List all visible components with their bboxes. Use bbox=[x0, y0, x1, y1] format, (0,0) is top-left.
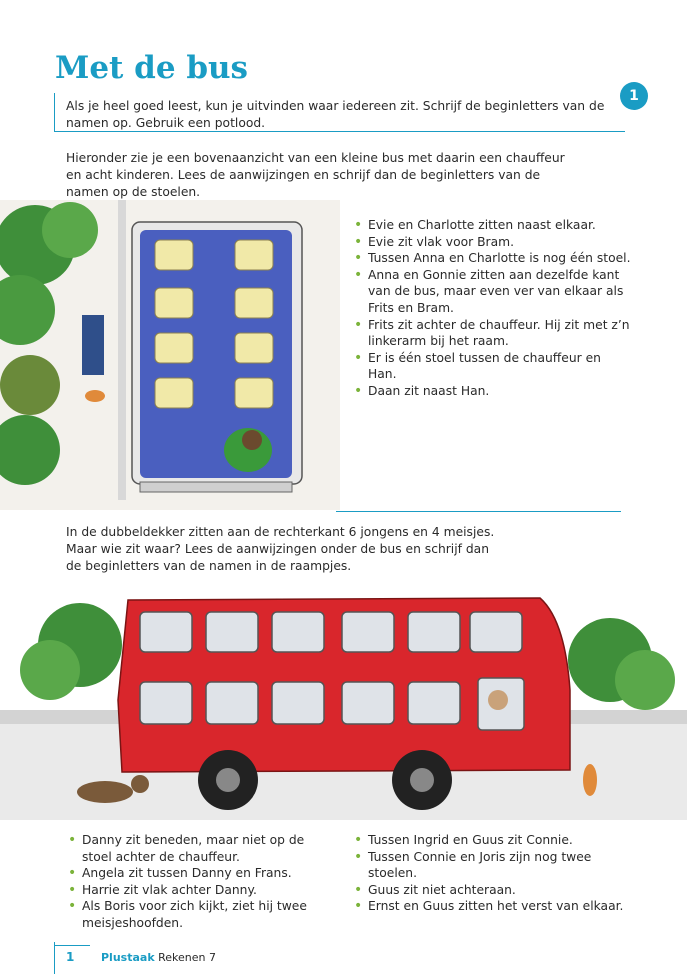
clue-item: • Guus zit niet achteraan. bbox=[352, 882, 642, 899]
section2-clues-left bbox=[66, 832, 336, 932]
subject-name: Rekenen 7 bbox=[158, 951, 217, 964]
page-number: 1 bbox=[66, 950, 75, 964]
clue-item: • Tussen Anna en Charlotte is nog één stoel. bbox=[352, 250, 632, 267]
clue-item: • Er is één stoel tussen de chauffeur en Han. bbox=[352, 350, 632, 383]
clue-item: • Tussen Ingrid en Guus zit Connie. bbox=[352, 832, 642, 849]
clue-item: • Danny zit beneden, maar niet op de stoel achter de chauffeur. bbox=[66, 832, 336, 865]
clue-item: • Frits zit achter de chauffeur. Hij zit met z’n linkerarm bij het raam. bbox=[352, 317, 632, 350]
section2-text bbox=[66, 524, 494, 575]
section1-line: namen op de stoelen. bbox=[66, 185, 201, 199]
section1-line: Hieronder zie je een bovenaanzicht van een kleine bus met daarin een chauffeur bbox=[66, 151, 565, 165]
clue-item: • Tussen Connie en Joris zijn nog twee stoelen. bbox=[352, 849, 642, 882]
clue-item: • Daan zit naast Han. bbox=[352, 383, 632, 400]
double-decker-bus-illustration bbox=[0, 580, 687, 825]
footer-rule bbox=[54, 942, 55, 974]
section1-line: en acht kinderen. Lees de aanwijzingen en schrijf dan de beginletters van de bbox=[66, 168, 541, 182]
section1-clues-list bbox=[352, 217, 632, 400]
footer-rule-horizontal bbox=[54, 945, 90, 946]
clue-item: • Als Boris voor zich kijkt, ziet hij twee meisjeshoofden. bbox=[66, 898, 336, 931]
section2-line: de beginletters van de namen in de raampjes. bbox=[66, 559, 352, 573]
clue-item: • Anna en Gonnie zitten aan dezelfde kant van de bus, maar even ver van elkaar als Frits en Bram. bbox=[352, 267, 632, 317]
task-number-badge: 1 bbox=[620, 82, 648, 110]
clue-item: • Angela zit tussen Danny en Frans. bbox=[66, 865, 336, 882]
section1-text bbox=[66, 150, 565, 201]
page-title: Met de bus bbox=[55, 50, 249, 86]
footer-brand bbox=[101, 951, 216, 964]
brand-name: Plustaak bbox=[101, 951, 155, 964]
clue-item: • Evie en Charlotte zitten naast elkaar. bbox=[352, 217, 632, 234]
section2-line: Maar wie zit waar? Lees de aanwijzingen onder de bus en schrijf dan bbox=[66, 542, 490, 556]
clue-item: • Ernst en Guus zitten het verst van elkaar. bbox=[352, 898, 642, 915]
clue-item: • Harrie zit vlak achter Danny. bbox=[66, 882, 336, 899]
intro-text: Als je heel goed leest, kun je uitvinden waar iedereen zit. Schrijf de beginletters van de namen op. Gebruik een potlood. bbox=[66, 99, 605, 130]
clue-item: • Evie zit vlak voor Bram. bbox=[352, 234, 632, 251]
section2-clues-right bbox=[352, 832, 642, 915]
section-divider bbox=[336, 511, 621, 512]
section2-line: In de dubbeldekker zitten aan de rechterkant 6 jongens en 4 meisjes. bbox=[66, 525, 495, 539]
minibus-top-view-illustration bbox=[0, 200, 340, 510]
